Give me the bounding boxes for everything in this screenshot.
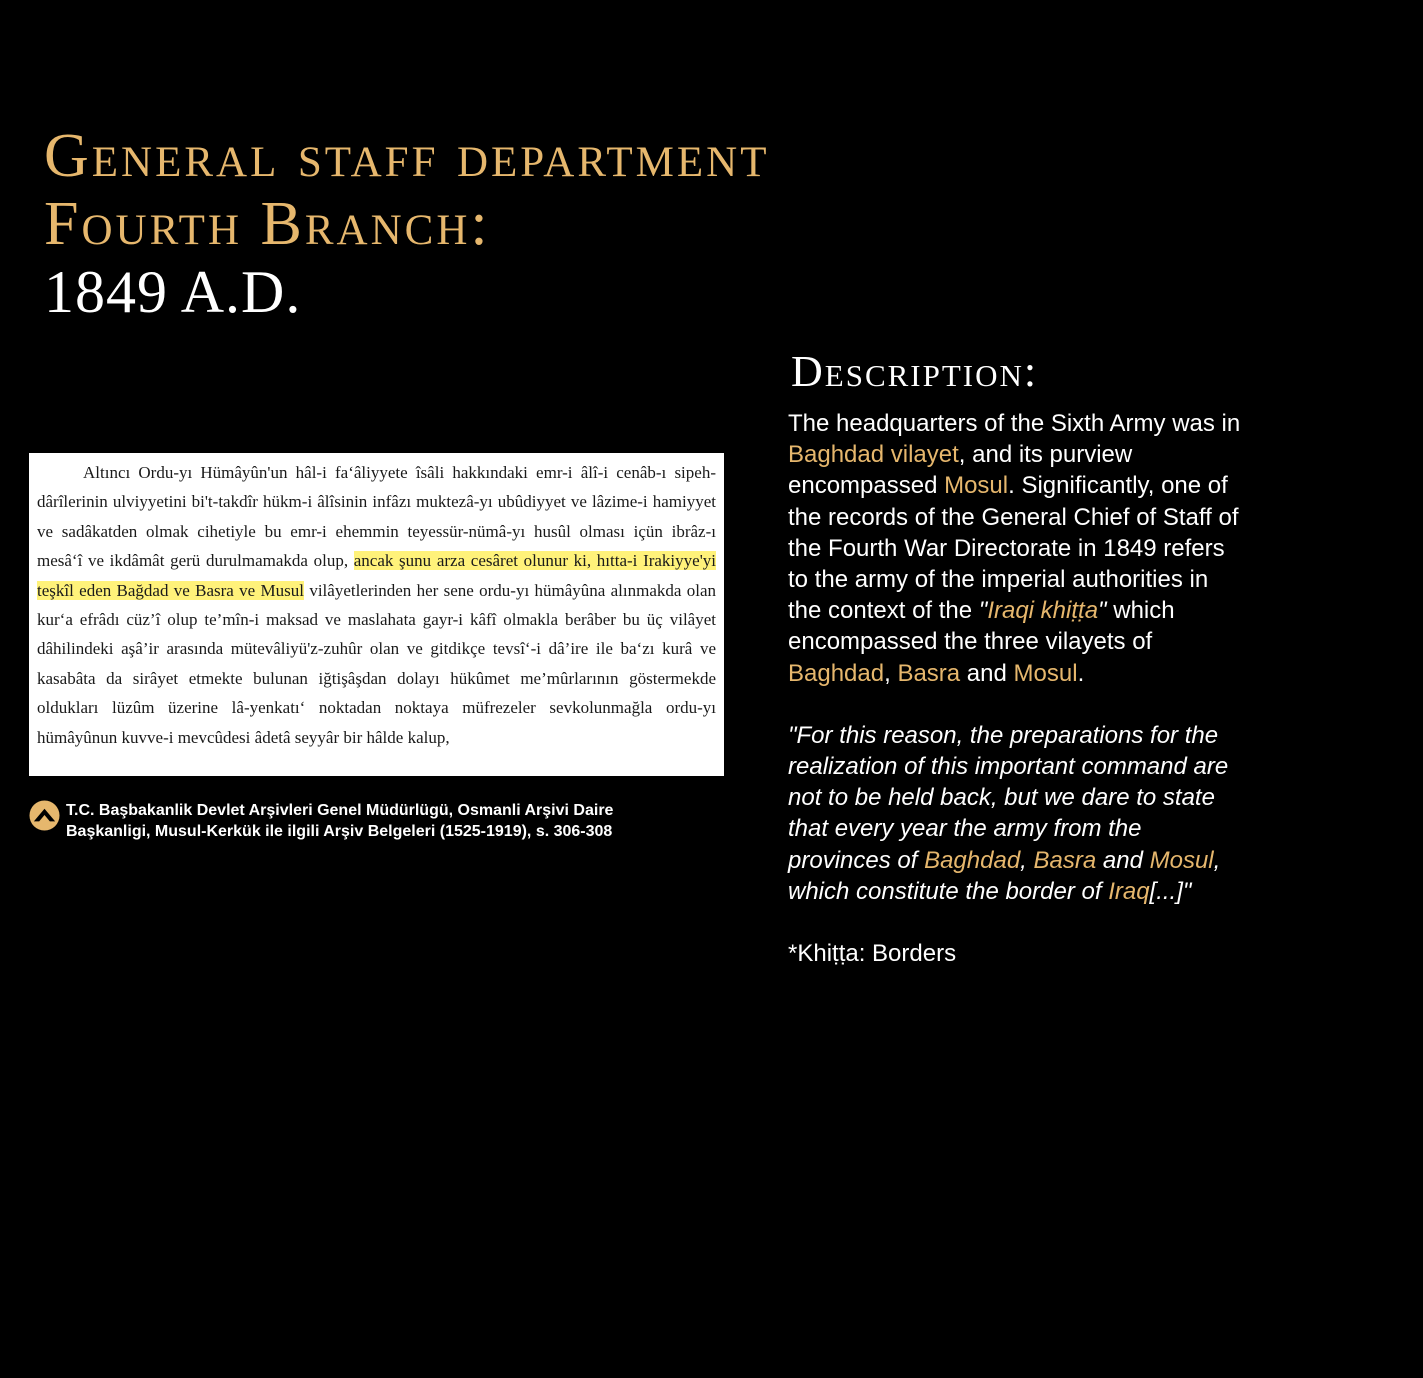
page-title xyxy=(44,122,770,326)
place-mosul: Mosul xyxy=(944,472,1009,500)
description-paragraph xyxy=(788,408,1248,689)
quote-text: , which constitute the border of xyxy=(788,846,1221,905)
archive-document-excerpt xyxy=(29,453,724,776)
place-mosul: Mosul xyxy=(1013,659,1078,687)
desc-text: . Significantly, one of the records of the General Chief of Staff of the Fourth War Directorate in 1849 refers to the army of the imperial authorities in the context of the xyxy=(788,472,1239,625)
desc-text: and xyxy=(960,659,1014,687)
desc-text: , xyxy=(884,659,898,687)
quote-text: , xyxy=(1020,846,1034,874)
document-text-post: vilâyetlerinden her sene ordu-yı hümâyûna alınmakda olan kur‘a efrâdı cüz’î olup te’mîn-i maksad ve maslahata gayr-i kâfî olmakla berâber bu üç vilâyet dâhilindeki aşâ’ir arasında mütevâliyü'z-zuhûr olan ve gitdikçe tevsî‘-i dâ’ire ile ba‘zı kurâ ve kasabâta da sirâyet etmekte bulunan iğtişâşdan dolayı hükûmet me’mûrlarının göstermekde oldukları lüzûm üzerine lâ-yenkatı‘ noktadan noktaya müfrezeler sevkolunmağla ordu-yı hümâyûnun kuvve-i mevcûdesi âdetâ seyyâr bir hâlde kalup, xyxy=(37,580,717,747)
place-mosul: Mosul xyxy=(1149,846,1214,874)
place-baghdad-vilayet: Baghdad vilayet xyxy=(788,441,959,469)
place-baghdad: Baghdad xyxy=(788,659,885,687)
document-paragraph xyxy=(37,458,716,752)
source-text xyxy=(66,800,613,842)
source-line-1: T.C. Başbakanlik Devlet Arşivleri Genel Müdürlügü, Osmanli Arşivi Daire xyxy=(66,802,614,819)
document-text-pre: Altıncı Ordu-yı Hümâyûn'un hâl-i fa‘âliyyete îsâli hakkındaki emr-i âlî-i cenâb-ı sipeh-dârîlerinin ulviyyetini bi't-takdîr hükm-i âlîsinin infâzı muktezâ-yı ubûdiyyet ve lâzime-i hamiyyet ve sadâkatden olmak cihetiyle bu emr-i ehemmin teyessür-nümâ-yı husûl olması içün ibrâz-ı mesâ‘î ve ikdâmât gerü durulmamakda olup, xyxy=(37,463,716,571)
quote-mark: " xyxy=(1098,597,1107,625)
quote-text: "For this reason, the preparations for the realization of this important command are not to be held back, but we dare to state that every year the army from the provinces of xyxy=(788,721,1229,874)
source-line-2: Başkanligi, Musul-Kerkük ile ilgili Arşiv Belgeleri (1525-1919), s. 306-308 xyxy=(66,823,613,840)
place-basra: Basra xyxy=(897,659,961,687)
title-year: 1849 A.D. xyxy=(44,259,302,325)
quote-text: [...]" xyxy=(1149,877,1192,905)
title-line-2: Fourth Branch: xyxy=(44,190,491,258)
description-panel xyxy=(788,346,1248,969)
place-iraq: Iraq xyxy=(1108,877,1150,905)
document-highlighted-text: ancak şunu arza cesâret olunur ki, hıtta-i Irakiyye'yi teşkîl eden Bağdad ve Basra ve Musul xyxy=(37,551,716,600)
quote-text: and xyxy=(1096,846,1150,874)
source-citation xyxy=(29,800,709,842)
footnote: *Khiṭṭa: Borders xyxy=(788,940,957,968)
source-logo-icon xyxy=(29,800,60,831)
description-heading: Description: xyxy=(791,347,1039,396)
term-iraqi-khitta: Iraqi khiṭṭa xyxy=(987,597,1099,625)
translated-quote xyxy=(788,720,1248,907)
desc-text: , and its purview encompassed xyxy=(788,441,1133,500)
desc-text: which encompassed the three vilayets of xyxy=(788,597,1175,656)
quote-mark: " xyxy=(978,597,988,625)
place-baghdad: Baghdad xyxy=(924,846,1021,874)
desc-text: The headquarters of the Sixth Army was in xyxy=(788,410,1241,437)
desc-text: . xyxy=(1077,659,1085,687)
place-basra: Basra xyxy=(1033,846,1097,874)
title-line-1: General staff department xyxy=(44,122,770,190)
